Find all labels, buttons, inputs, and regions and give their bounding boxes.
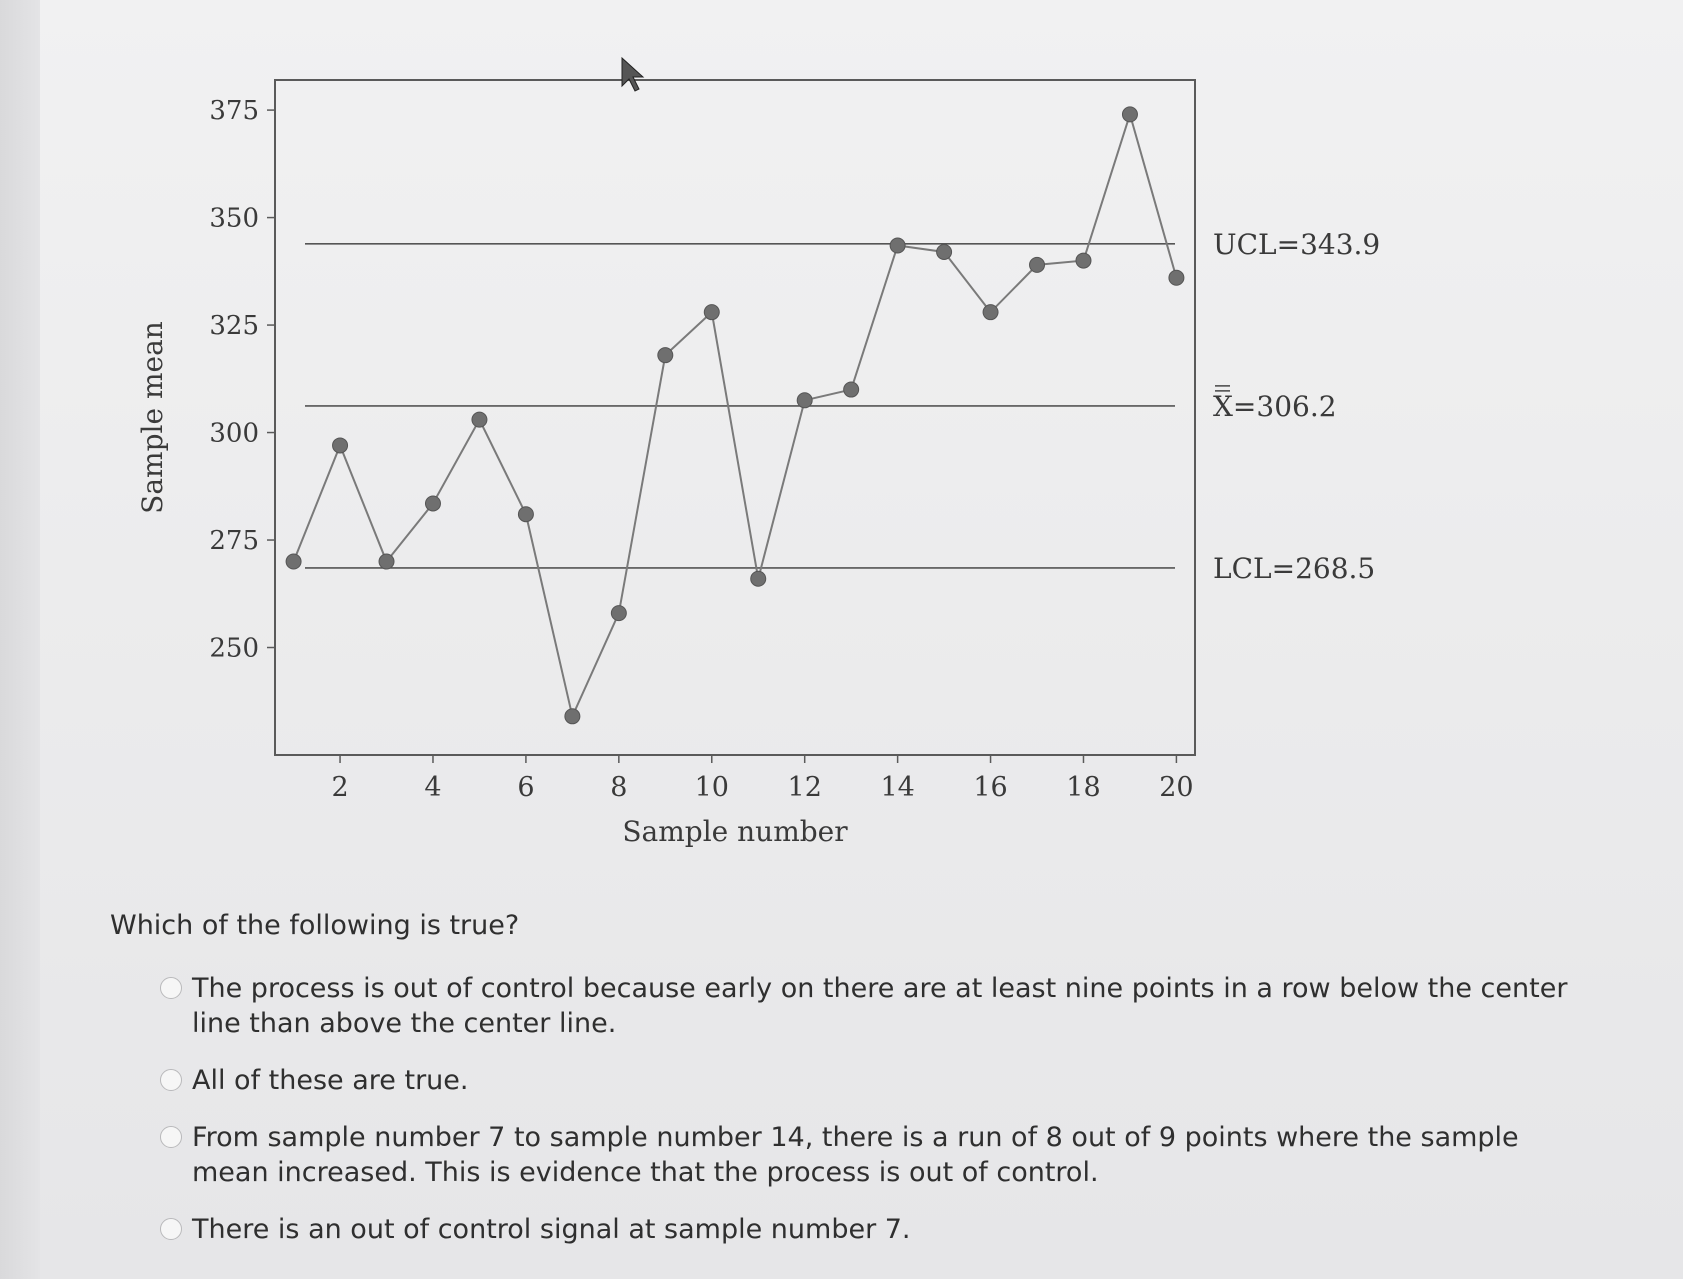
y-tick-label: 275 bbox=[209, 526, 259, 557]
x-tick-label: 12 bbox=[787, 772, 822, 803]
answer-option-4[interactable] bbox=[160, 1212, 1580, 1247]
answer-option-label: All of these are true. bbox=[192, 1065, 469, 1096]
data-point bbox=[751, 571, 766, 586]
answer-option-1[interactable] bbox=[160, 971, 1580, 1041]
x-axis-title: Sample number bbox=[622, 815, 848, 848]
ucl-line-label: UCL=343.9 bbox=[1213, 227, 1381, 261]
answer-option-label: From sample number 7 to sample number 14, there is a run of 8 out of 9 points where the sample mean increased. This is evidence that the process is out of control. bbox=[192, 1122, 1519, 1188]
data-point bbox=[472, 412, 487, 427]
data-point bbox=[425, 496, 440, 511]
x-tick-label: 4 bbox=[424, 772, 442, 803]
center-line-label: X=306.2 bbox=[1213, 389, 1337, 423]
question-text: Which of the following is true? bbox=[110, 910, 520, 941]
data-point bbox=[658, 348, 673, 363]
y-tick-label: 250 bbox=[209, 633, 259, 664]
data-point bbox=[704, 305, 719, 320]
radio-button-icon[interactable] bbox=[160, 977, 182, 999]
x-tick-label: 16 bbox=[973, 772, 1008, 803]
answer-options bbox=[110, 971, 1580, 1247]
data-point bbox=[333, 438, 348, 453]
y-tick-label: 300 bbox=[209, 418, 259, 449]
x-tick-label: 10 bbox=[694, 772, 729, 803]
plot-frame bbox=[275, 80, 1195, 755]
x-tick-label: 14 bbox=[880, 772, 915, 803]
data-point bbox=[379, 554, 394, 569]
question-block bbox=[110, 910, 1580, 1269]
radio-button-icon[interactable] bbox=[160, 1126, 182, 1148]
data-point bbox=[844, 382, 859, 397]
data-point bbox=[286, 554, 301, 569]
x-tick-label: 20 bbox=[1159, 772, 1194, 803]
x-tick-label: 2 bbox=[331, 772, 349, 803]
data-point bbox=[797, 393, 812, 408]
y-axis-title: Sample mean bbox=[136, 321, 169, 514]
data-point bbox=[611, 606, 626, 621]
answer-option-label: The process is out of control because early on there are at least nine points in a row below the center line than above the center line. bbox=[192, 973, 1568, 1039]
x-tick-label: 18 bbox=[1066, 772, 1101, 803]
y-tick-label: 325 bbox=[209, 311, 259, 342]
data-point bbox=[983, 305, 998, 320]
data-point bbox=[1169, 270, 1184, 285]
x-tick-label: 6 bbox=[517, 772, 535, 803]
data-point bbox=[937, 244, 952, 259]
answer-option-2[interactable] bbox=[160, 1063, 1580, 1098]
radio-button-icon[interactable] bbox=[160, 1218, 182, 1240]
answer-option-label: There is an out of control signal at sample number 7. bbox=[192, 1214, 911, 1245]
data-point bbox=[1122, 107, 1137, 122]
y-tick-label: 350 bbox=[209, 203, 259, 234]
data-point bbox=[518, 507, 533, 522]
series-line bbox=[294, 114, 1177, 716]
data-point bbox=[565, 709, 580, 724]
data-point bbox=[1076, 253, 1091, 268]
radio-button-icon[interactable] bbox=[160, 1069, 182, 1091]
lcl-line-label: LCL=268.5 bbox=[1213, 551, 1376, 585]
data-point bbox=[890, 238, 905, 253]
answer-option-3[interactable] bbox=[160, 1120, 1580, 1190]
mouse-cursor-icon bbox=[622, 58, 643, 91]
x-tick-label: 8 bbox=[610, 772, 628, 803]
y-tick-label: 375 bbox=[209, 96, 259, 127]
data-point bbox=[1030, 257, 1045, 272]
